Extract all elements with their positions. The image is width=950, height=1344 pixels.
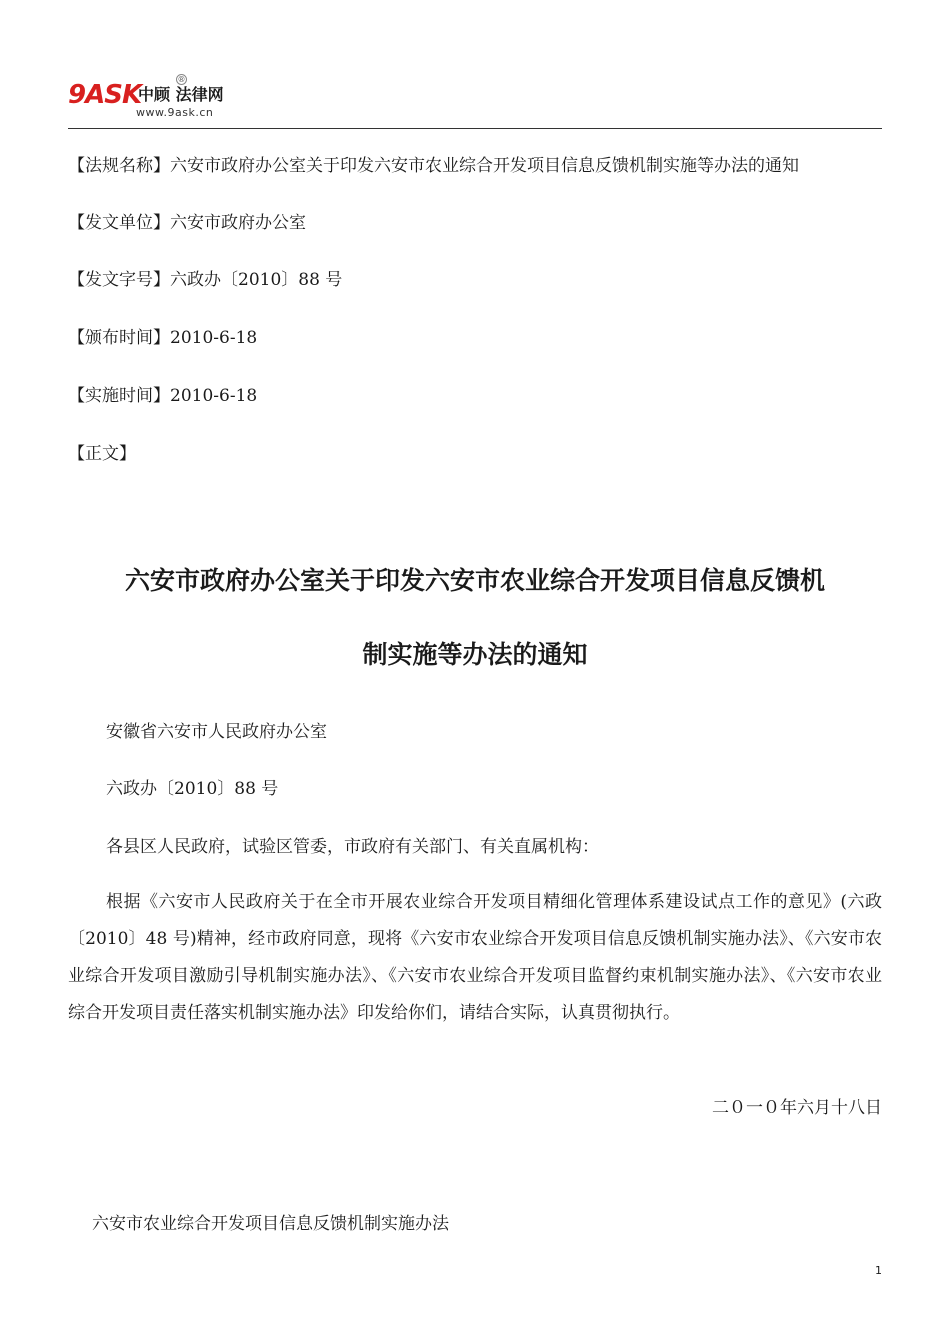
attachment-title: 六安市农业综合开发项目信息反馈机制实施办法 bbox=[92, 1214, 449, 1234]
meta-label: 【发文单位】 bbox=[68, 213, 170, 233]
doc-number-line: 六政办〔2010〕88 号 bbox=[106, 779, 279, 799]
meta-body-marker bbox=[68, 442, 136, 466]
logo-mark: 9ASK bbox=[68, 80, 142, 110]
meta-issuer bbox=[68, 211, 306, 235]
registered-icon: ® bbox=[177, 75, 186, 84]
issuer-line: 安徽省六安市人民政府办公室 bbox=[106, 722, 327, 742]
site-logo[interactable] bbox=[68, 72, 248, 124]
logo-name: 中顾 法律网 bbox=[138, 85, 224, 104]
meta-effective-date bbox=[68, 384, 257, 408]
meta-label: 【实施时间】 bbox=[68, 386, 170, 406]
meta-label: 【发文字号】 bbox=[68, 270, 170, 290]
meta-value: 六安市政府办公室 bbox=[170, 213, 306, 233]
meta-label: 【正文】 bbox=[68, 444, 136, 464]
recipients-line: 各县区人民政府，试验区管委，市政府有关部门、有关直属机构： bbox=[106, 837, 599, 857]
document-title-line2: 制实施等办法的通知 bbox=[362, 640, 588, 669]
meta-label: 【法规名称】 bbox=[68, 156, 170, 176]
logo-url: www.9ask.cn bbox=[136, 106, 214, 119]
header-divider bbox=[68, 128, 882, 129]
page-header bbox=[68, 72, 882, 130]
meta-value: 六政办〔2010〕88 号 bbox=[170, 270, 343, 290]
meta-value: 2010-6-18 bbox=[170, 328, 258, 348]
page-number: 1 bbox=[875, 1264, 882, 1277]
document-date: 二０一０年六月十八日 bbox=[712, 1098, 882, 1118]
meta-publish-date bbox=[68, 326, 257, 350]
meta-value: 六安市政府办公室关于印发六安市农业综合开发项目信息反馈机制实施等办法的通知 bbox=[170, 156, 799, 176]
document-title-line1: 六安市政府办公室关于印发六安市农业综合开发项目信息反馈机 bbox=[124, 566, 825, 595]
meta-label: 【颁布时间】 bbox=[68, 328, 170, 348]
body-paragraph: 根据《六安市人民政府关于在全市开展农业综合开发项目精细化管理体系建设试点工作的意见》(六政〔2010〕48 号)精神，经市政府同意，现将《六安市农业综合开发项目信息反馈机制实施办法》、《六安市农业综合开发项目激励引导机制实施办法》、《六安市农业综合开发项目监督约束机制实施办法》、《六安市农业综合开发项目责任落实机制实施办法》印发给你们，请结合实际，认真贯彻执行。 bbox=[68, 892, 882, 1023]
meta-law-name bbox=[68, 154, 799, 178]
meta-doc-number bbox=[68, 268, 342, 292]
meta-value: 2010-6-18 bbox=[170, 386, 258, 406]
